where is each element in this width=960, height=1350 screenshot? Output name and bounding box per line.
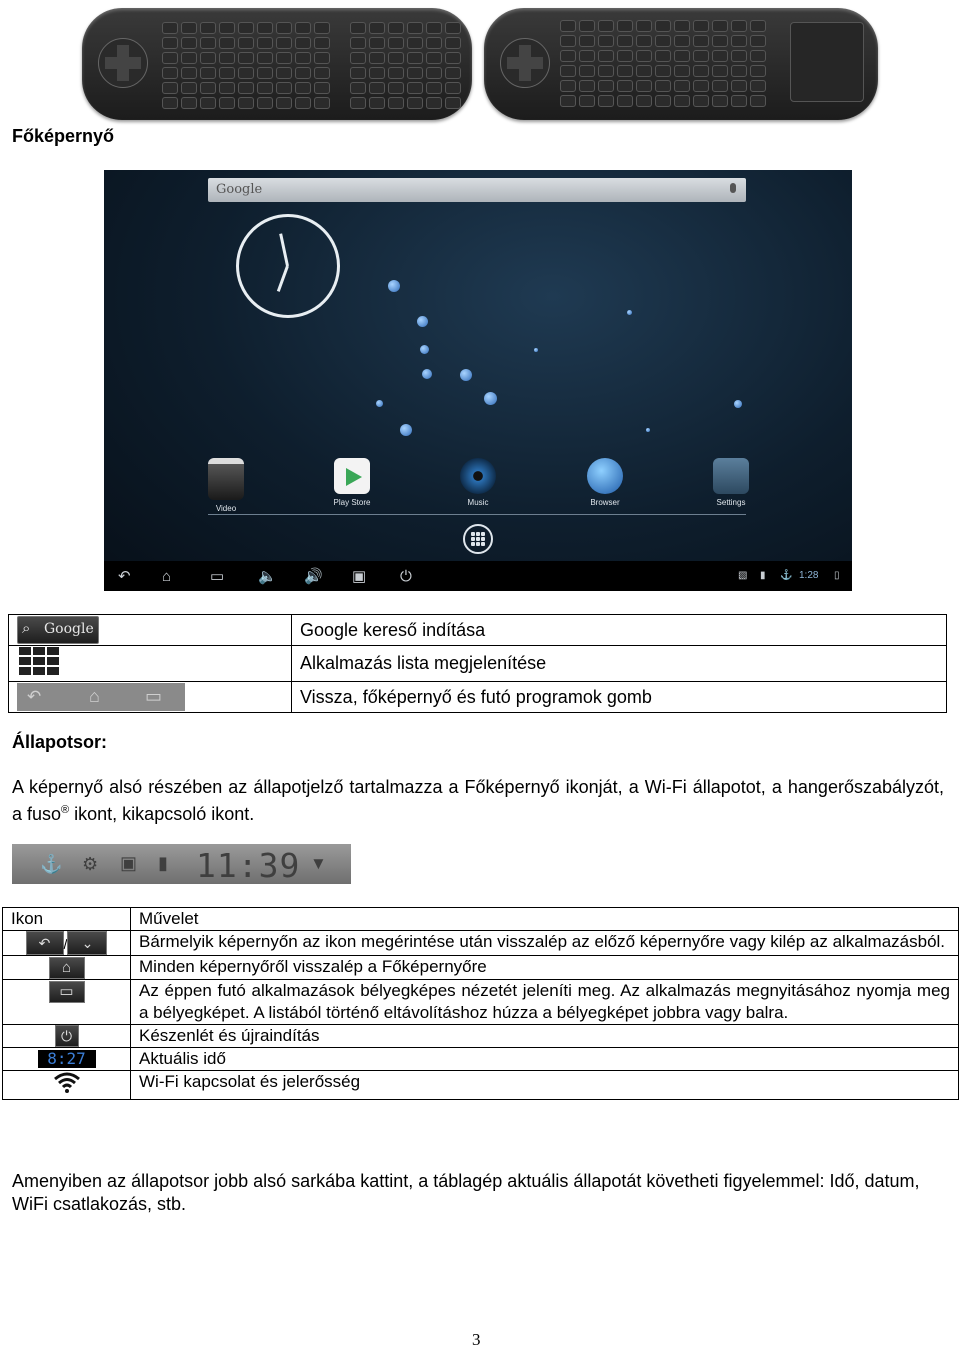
status-time: 1:28 xyxy=(799,570,819,581)
wallpaper-dot xyxy=(460,369,472,381)
all-apps-button[interactable] xyxy=(463,524,493,554)
dock-divider xyxy=(208,514,746,515)
system-navigation-bar xyxy=(104,561,852,591)
sd-card-icon: ▮ xyxy=(760,570,766,581)
usb-icon: ⚓ xyxy=(780,570,793,581)
keys-left-block xyxy=(162,22,330,109)
header-action: Művelet xyxy=(131,908,959,931)
wallpaper-dot xyxy=(734,400,742,408)
analog-clock-widget xyxy=(236,214,340,318)
table-row xyxy=(3,1048,959,1071)
keyboard-photo-left xyxy=(82,8,472,120)
wifi-icon: ▼ xyxy=(310,854,327,873)
back-icon[interactable]: ↶ xyxy=(118,568,131,585)
wallpaper-dot xyxy=(422,369,432,379)
android-icon: ⚙ xyxy=(82,854,99,874)
keys-block xyxy=(560,20,766,107)
home-icons-table xyxy=(8,614,947,713)
video-clapper-icon xyxy=(208,458,244,500)
icon-cell: ↶ / ⌄ xyxy=(3,931,131,956)
table-row xyxy=(3,1025,959,1048)
app-label: Video xyxy=(215,504,237,513)
play-store-icon xyxy=(334,458,370,494)
home-icon[interactable]: ⌂ xyxy=(162,568,172,585)
app-play-store[interactable] xyxy=(320,458,384,507)
app-label: Music xyxy=(467,498,489,507)
table-row xyxy=(3,980,959,1025)
heading-status-bar: Állapotsor: xyxy=(12,732,108,752)
description-cell: Bármelyik képernyőn az ikon megérintése után visszalép az előző képernyőre vagy kilép az alkalmazásból. xyxy=(131,931,959,956)
table-row xyxy=(3,931,959,956)
description-cell: Az éppen futó alkalmazások bélyegképes nézetét jeleníti meg. Az alkalmazás megnyitásához nyomja meg a bélyegképet. A listából történő eltávolításhoz húzza a bélyegképet jobbra vagy balra. xyxy=(131,980,959,1025)
google-search-bar xyxy=(208,178,746,202)
table-row xyxy=(9,615,947,646)
wallpaper-dot xyxy=(388,280,400,292)
sd-card-icon: ▮ xyxy=(158,853,168,873)
app-grid-icon xyxy=(17,646,61,676)
description-cell: Aktuális idő xyxy=(131,1048,959,1071)
description-cell: Wi-Fi kapcsolat és jelerősség xyxy=(131,1071,959,1100)
icon-cell xyxy=(3,1025,131,1048)
app-browser[interactable] xyxy=(573,458,637,507)
table-row xyxy=(3,908,959,931)
page-number: 3 xyxy=(472,1330,481,1349)
navigation-buttons-icon: ↶ ⌂ ▭ xyxy=(17,683,185,711)
keyboard-photo-right xyxy=(484,8,878,120)
recent-apps-icon: ▭ xyxy=(49,981,85,1003)
icon-cell xyxy=(9,646,292,682)
volume-up-icon[interactable]: 🔊 xyxy=(304,568,323,585)
statusbar-image xyxy=(12,844,351,884)
wallpaper-dot xyxy=(627,310,632,315)
wallpaper-dot xyxy=(484,392,497,405)
icon-cell xyxy=(3,980,131,1025)
wallpaper-dot xyxy=(420,345,429,354)
header-icon: Ikon xyxy=(3,908,131,931)
app-video[interactable] xyxy=(194,458,258,513)
music-icon xyxy=(460,458,496,494)
wallpaper-dot xyxy=(646,428,650,432)
statusbar-time: 11:39 xyxy=(196,846,301,885)
power-icon[interactable]: ⏻ xyxy=(400,568,412,585)
wallpaper-dot xyxy=(400,424,412,436)
wallpaper-dot xyxy=(417,316,428,327)
battery-icon: ▯ xyxy=(834,570,840,581)
table-row xyxy=(9,682,947,713)
dpad-icon xyxy=(500,38,550,88)
back-icon: ↶ xyxy=(26,931,64,955)
microphone-icon xyxy=(730,183,736,193)
icon-cell xyxy=(9,682,292,713)
app-settings[interactable] xyxy=(699,458,763,507)
description-cell: Minden képernyőről visszalép a Főképernyőre xyxy=(131,956,959,980)
icon-cell xyxy=(3,956,131,980)
google-search-icon: ⌕ Google xyxy=(17,616,99,644)
app-label: Play Store xyxy=(333,498,371,507)
app-music[interactable] xyxy=(446,458,510,507)
recent-apps-icon[interactable]: ▭ xyxy=(210,568,225,585)
power-icon: ⏻ xyxy=(55,1025,79,1047)
table-row xyxy=(9,646,947,682)
keys-right-block xyxy=(350,22,461,109)
heading-home-screen: Főképernyő xyxy=(12,126,115,146)
icon-cell xyxy=(3,1071,131,1100)
description-cell: Készenlét és újraindítás xyxy=(131,1025,959,1048)
description-cell: Alkalmazás lista megjelenítése xyxy=(292,646,947,682)
clock-display-icon: 8:27 xyxy=(38,1050,96,1068)
volume-down-icon[interactable]: 🔈 xyxy=(258,568,277,585)
description-cell: Vissza, főképernyő és futó programok gomb xyxy=(292,682,947,713)
icon-cell xyxy=(3,1048,131,1071)
wallpaper-dot xyxy=(534,348,538,352)
notification-icon: ▣ xyxy=(120,853,138,873)
gallery-icon: ▧ xyxy=(738,570,748,581)
icon-actions-table xyxy=(2,907,959,1100)
hide-keyboard-icon: ⌄ xyxy=(67,931,107,955)
settings-sliders-icon xyxy=(713,458,749,494)
icon-cell xyxy=(9,615,292,646)
globe-icon xyxy=(587,458,623,494)
status-bar-paragraph: A képernyő alsó részében az állapotjelző tartalmazza a Főképernyő ikonját, a Wi-Fi állapotot, a hangerőszabályzót, a fuso® ikont, kikapcsoló ikont. xyxy=(12,777,944,824)
app-label: Settings xyxy=(716,498,746,507)
app-label: Browser xyxy=(590,498,620,507)
table-row xyxy=(3,956,959,980)
google-search-label: Google xyxy=(216,182,263,197)
description-cell: Google kereső indítása xyxy=(292,615,947,646)
screenshot-icon[interactable]: ▣ xyxy=(352,568,367,585)
usb-icon: ⚓ xyxy=(40,854,63,874)
touchpad xyxy=(790,22,864,102)
final-paragraph: Amenyiben az állapotsor jobb alsó sarkába kattint, a táblagép aktuális állapotát követheti figyelemmel: Idő, datum, WiFi csatlakozás, stb. xyxy=(12,1171,920,1214)
tablet-home-screenshot xyxy=(104,170,852,591)
home-icon: ⌂ xyxy=(49,957,85,979)
wifi-icon xyxy=(52,1071,82,1093)
wallpaper-dot xyxy=(376,400,383,407)
table-row xyxy=(3,1071,959,1100)
dpad-icon xyxy=(98,38,148,88)
